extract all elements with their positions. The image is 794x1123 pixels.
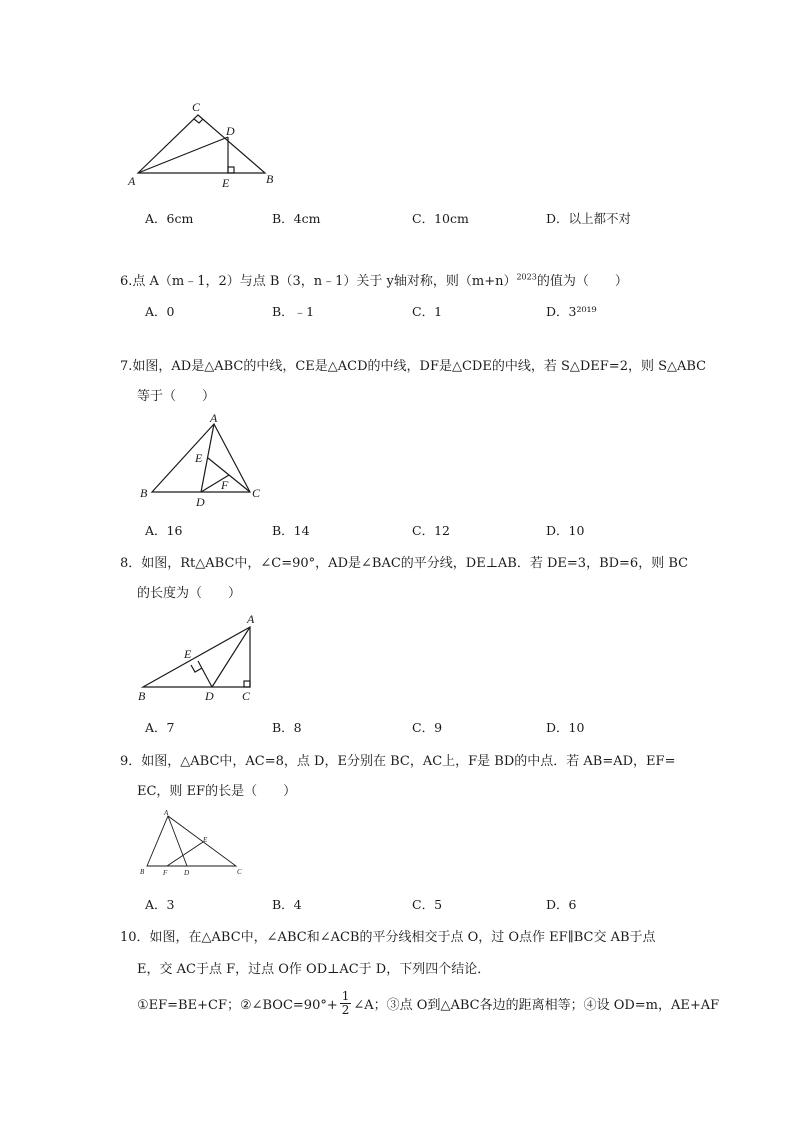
q5-label-E: E — [222, 176, 230, 190]
q9-label-E: E — [203, 836, 208, 844]
q7-label-D: D — [196, 495, 205, 509]
q9-label-F: F — [163, 869, 168, 877]
q8-option-d: D．10 — [546, 720, 585, 735]
q10-conclusions — [137, 990, 719, 1017]
q10-fraction — [340, 990, 352, 1017]
q5-option-d: D．以上都不对 — [546, 211, 632, 226]
q9-stem-line1: 9．如图，△ABC中，AC=8，点 D，E分别在 BC，AC上，F是 BD的中点．若 AB=AD，EF= — [120, 754, 676, 769]
q10-conclusions-part2: ∠A；③点 O到△ABC各边的距离相等；④设 OD=m，AE+AF — [353, 998, 720, 1013]
q9-option-c: C．5 — [412, 897, 443, 912]
q9-option-a: A．3 — [145, 897, 175, 912]
q9-label-D: D — [184, 869, 190, 877]
q6-option-c: C．1 — [412, 304, 443, 319]
q9-figure — [135, 808, 255, 880]
q8-option-b: B．8 — [272, 720, 302, 735]
q6-text-tail: 的值为（ ） — [536, 274, 628, 289]
q8-label-A: A — [247, 612, 255, 626]
q10-conclusions-part1: ①EF=BE+CF；②∠BOC=90°+ — [137, 998, 338, 1013]
q7-stem-line2: 等于（ ） — [137, 389, 216, 404]
q8-label-B: B — [138, 689, 146, 703]
q5-option-a: A．6cm — [145, 211, 194, 226]
q7-label-B: B — [140, 486, 148, 500]
q7-option-b: B．14 — [272, 523, 310, 538]
q10-fraction-numerator: 1 — [341, 989, 350, 1003]
q6-option-d: D．3²⁰¹⁹ — [546, 304, 597, 319]
q5-label-B: B — [266, 172, 274, 186]
q9-option-b: B．4 — [272, 897, 302, 912]
q9-label-C: C — [237, 868, 242, 876]
q5-option-b: B．4cm — [272, 211, 321, 226]
q5-figure — [120, 95, 290, 195]
q10-stem-line2: E，交 AC于点 F，过点 O作 OD⊥AC于 D，下列四个结论． — [137, 962, 491, 977]
q6-option-b: B．﹣1 — [272, 304, 315, 319]
q5-label-C: C — [192, 100, 201, 114]
q6-stem — [120, 270, 628, 289]
q7-option-d: D．10 — [546, 523, 585, 538]
q7-label-C: C — [252, 486, 261, 500]
q8-label-D: D — [205, 689, 214, 703]
q6-option-a: A．0 — [145, 304, 175, 319]
q9-stem-line2: EC，则 EF的长是（ ） — [137, 784, 297, 799]
q8-stem-line1: 8．如图，Rt△ABC中，∠C=90°，AD是∠BAC的平分线，DE⊥AB．若 DE=3，BD=6，则 BC — [120, 556, 689, 571]
q8-label-E: E — [184, 647, 192, 661]
q8-figure — [130, 610, 270, 705]
q7-option-c: C．12 — [412, 523, 450, 538]
q5-label-D: D — [226, 124, 235, 138]
q8-label-C: C — [242, 689, 251, 703]
q7-stem-line1: 7.如图，AD是△ABC的中线，CE是△ACD的中线，DF是△CDE的中线，若 S△DEF=2，则 S△ABC — [120, 359, 707, 374]
q10-stem-line1: 10．如图，在△ABC中，∠ABC和∠ACB的平分线相交于点 O，过 O点作 EF∥BC交 AB于点 — [120, 930, 656, 945]
q7-figure — [130, 410, 280, 510]
q7-label-A: A — [210, 411, 218, 425]
q6-text: 6.点 A（m﹣1，2）与点 B（3，n﹣1）关于 y轴对称，则（m+n） — [120, 274, 517, 289]
q8-stem-line2: 的长度为（ ） — [137, 586, 242, 601]
q9-label-B: B — [140, 868, 145, 876]
q8-option-c: C．9 — [412, 720, 443, 735]
q5-option-c: C．10cm — [412, 211, 469, 226]
q7-label-E: E — [195, 451, 203, 465]
q10-fraction-denominator: 2 — [341, 1003, 350, 1017]
q5-label-A: A — [128, 174, 136, 188]
q7-option-a: A．16 — [145, 523, 183, 538]
q9-option-d: D．6 — [546, 897, 577, 912]
q8-option-a: A．7 — [145, 720, 175, 735]
q9-label-A: A — [164, 809, 169, 817]
q7-label-F: F — [221, 478, 229, 492]
q6-exponent: 2023 — [516, 272, 537, 282]
